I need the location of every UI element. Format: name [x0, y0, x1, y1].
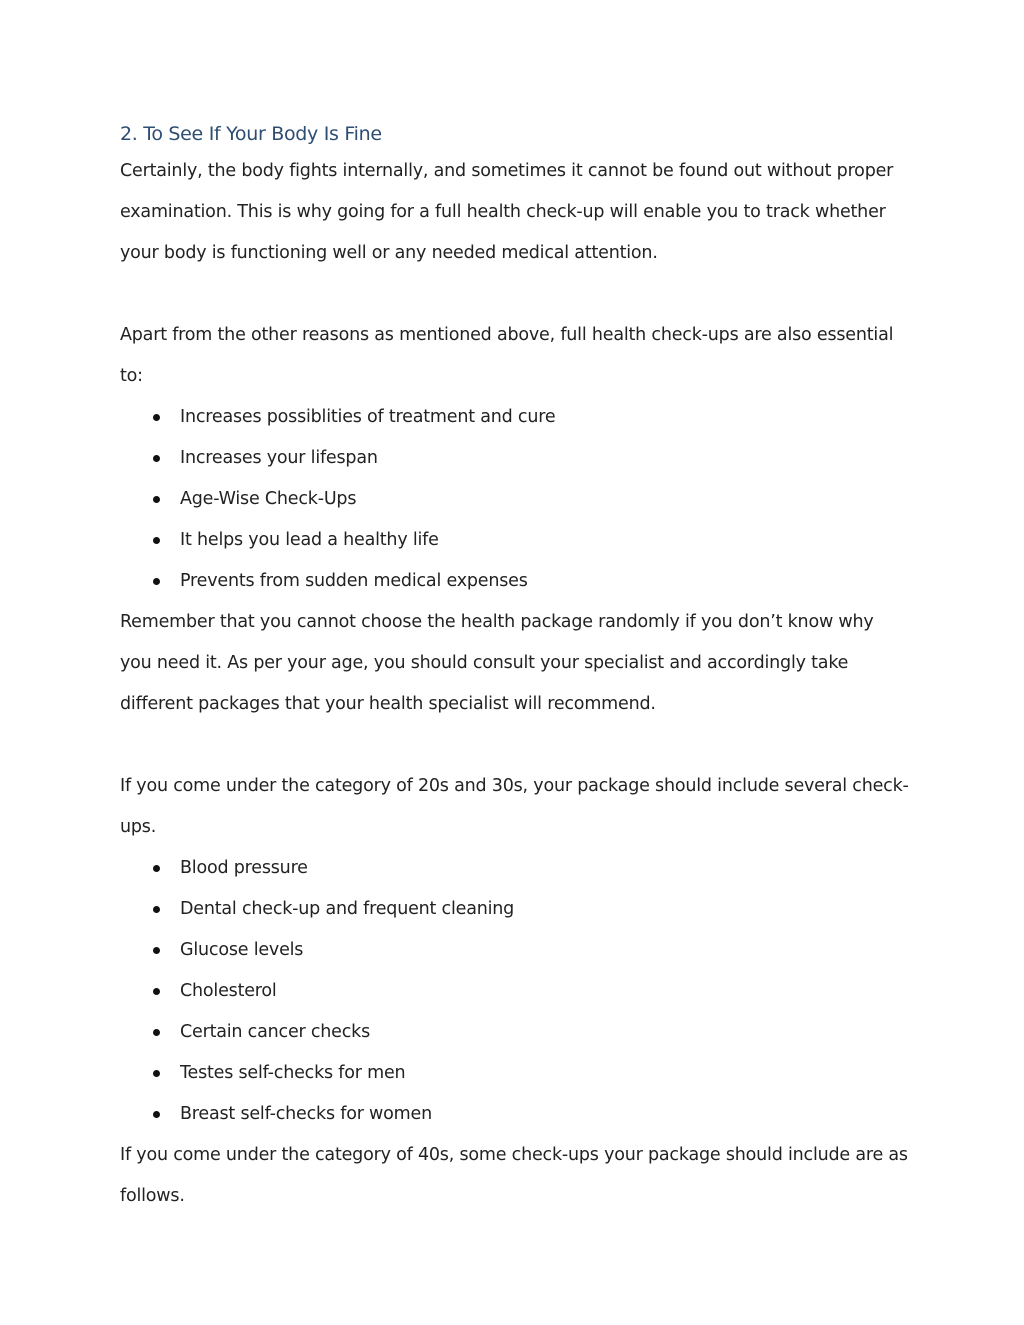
list-item: Prevents from sudden medical expenses	[120, 561, 910, 602]
section-heading: 2. To See If Your Body Is Fine	[120, 123, 382, 145]
list-item: Breast self-checks for women	[120, 1094, 910, 1135]
bullet-icon	[153, 906, 160, 913]
list-item: Testes self-checks for men	[120, 1053, 910, 1094]
list-item: Age-Wise Check-Ups	[120, 479, 910, 520]
benefits-list	[120, 397, 910, 602]
checkups-list	[120, 848, 910, 1135]
paragraph-spacer	[120, 274, 910, 315]
list-item: Increases your lifespan	[120, 438, 910, 479]
list-item: Blood pressure	[120, 848, 910, 889]
bullet-icon	[153, 865, 160, 872]
list-item: Certain cancer checks	[120, 1012, 910, 1053]
paragraph-40s: If you come under the category of 40s, some check-ups your package should include are as follows.	[120, 1145, 908, 1206]
list-item: Glucose levels	[120, 930, 910, 971]
paragraph-other-reasons: Apart from the other reasons as mentioned above, full health check-ups are also essential to:	[120, 325, 894, 386]
paragraph-20s-30s: If you come under the category of 20s and 30s, your package should include several check-ups.	[120, 776, 909, 837]
bullet-icon	[153, 537, 160, 544]
bullet-icon	[153, 414, 160, 421]
list-item: Increases possiblities of treatment and cure	[120, 397, 910, 438]
bullet-icon	[153, 988, 160, 995]
bullet-icon	[153, 947, 160, 954]
bullet-icon	[153, 455, 160, 462]
bullet-icon	[153, 1111, 160, 1118]
document-page	[120, 119, 910, 1217]
list-item: It helps you lead a healthy life	[120, 520, 910, 561]
paragraph-package-choice: Remember that you cannot choose the health package randomly if you don’t know why you need it. As per your age, you should consult your specialist and accordingly take different packages that your health specialist will recommend.	[120, 612, 874, 714]
bullet-icon	[153, 1070, 160, 1077]
paragraph-spacer	[120, 725, 910, 766]
paragraph-body-check: Certainly, the body fights internally, and sometimes it cannot be found out without proper examination. This is why going for a full health check-up will enable you to track whether your body is functioning well or any needed medical attention.	[120, 161, 894, 263]
list-item: Cholesterol	[120, 971, 910, 1012]
list-item: Dental check-up and frequent cleaning	[120, 889, 910, 930]
bullet-icon	[153, 1029, 160, 1036]
bullet-icon	[153, 578, 160, 585]
bullet-icon	[153, 496, 160, 503]
